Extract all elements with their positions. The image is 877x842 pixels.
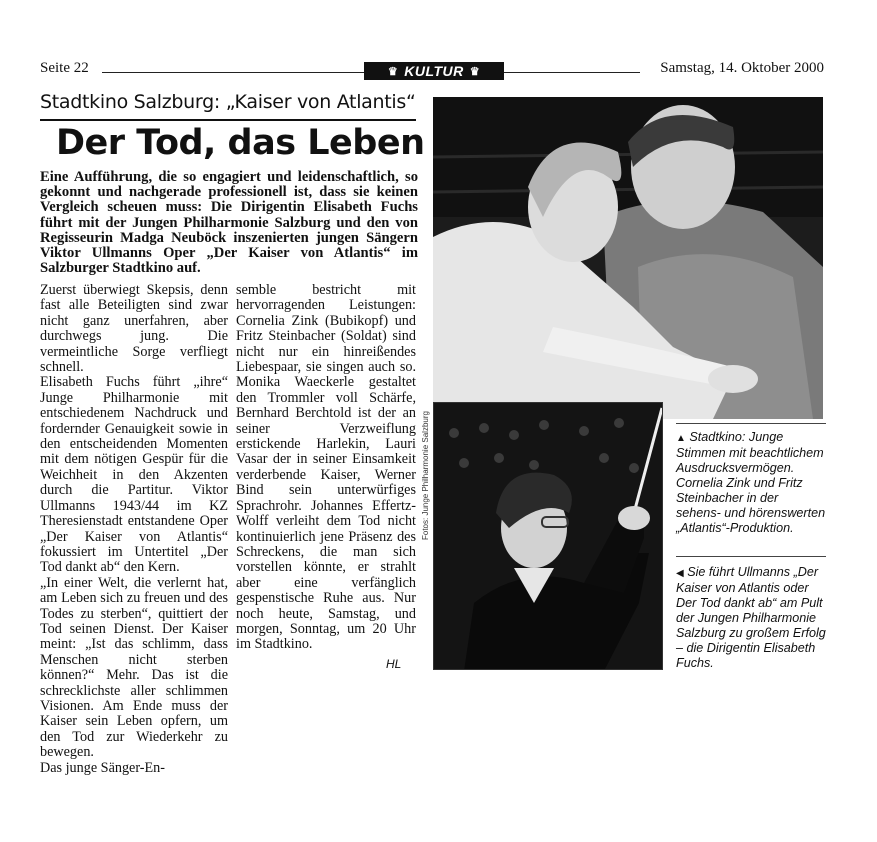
article-column-1: Zuerst überwiegt Skepsis, denn fast alle Beteiligten sind zwar nicht ganz unerfahren, aber durchwegs jung. Die vermeintliche Sorge verfliegt schnell. Elisabeth Fuchs führt „ihre“ Junge Philharmonie mit entschiedenem Nachdruck und fordernder Genauigkeit sowie in den entscheidenden Momenten mit dem nötigen Gespür für die Weichheit in den Akzenten durch die Partitur. Viktor Ullmanns 1943/44 im KZ Theresienstadt entstandene Oper „Der Kaiser von Atlantis“ fokussiert im Untertitel „Der Tod dankt ab“ den Kern. „In einer Welt, die verlernt hat, am Leben sich zu freuen und des Todes zu sterben“, quittiert der Tod seinen Dienst. Der Kaiser meint: „Ist das schlimm, dass Menschen nicht sterben können?“ Mehr. Das ist die schrecklichste aller schlimmen Visionen. Am Ende muss der Kaiser sein Leben opfern, um den Tod zur Wiederkehr zu bewegen. Das junge Sänger-En- (40, 282, 228, 776)
crown-icon: ♛ (469, 65, 481, 78)
article-kicker: Stadtkino Salzburg: „Kaiser von Atlantis“ (40, 91, 416, 113)
caption-2-text: Sie führt Ullmanns „Der Kaiser von Atlantis oder Der Tod dankt ab“ am Pult der Jungen Philharmonie Salzburg zu großem Erfolg – die Dirigentin Elisabeth Fuchs. (676, 565, 826, 670)
author-signature: HL (386, 657, 402, 671)
left-triangle-icon: ◀ (676, 568, 684, 579)
article-lead: Eine Aufführung, die so engagiert und leidenschaftlich, so gekonnt und nachgerade professionell ist, dass sie keinen Vergleich scheuen muss: Die Dirigentin Elisabeth Fuchs führt mit der Jungen Philharmonie Salzburg und den von Regisseurin Madga Neuböck inszenierten jungen Sängern Viktor Ullmanns Oper „Der Kaiser von Atlantis“ im Salzburger Stadtkino auf. (40, 169, 418, 277)
article-column-2: semble bestricht mit hervorragenden Leistungen: Cornelia Zink (Bubikopf) und Fritz Steinbacher (Soldat) sind nicht nur ein hinreißendes Liebespaar, sie singen auch so. Monika Waeckerle gestaltet den Trommler voll Schärfe, Bernhard Berchtold ist der an seiner Verzweiflung erstickende Harlekin, Lauri Vasar der in seiner Einsamkeit verderbende Kaiser, Werner Bind sein unterwürfiges Sprachrohr. Johannes Effertz-Wolff verleiht dem Tod nicht kontinuierlich jene Präsenz des Schreckens, die man sich vorstellen könnte, er strahlt aber eine verfänglich gespenstische Ruhe aus. Nur noch heute, Samstag, und morgen, Sonntag, um 20 Uhr im Stadtkino. (236, 282, 416, 653)
photo-caption-2 (676, 565, 826, 671)
page-number: Seite 22 (40, 60, 89, 76)
section-label: KULTUR (404, 63, 464, 79)
section-badge (364, 62, 504, 80)
photo-conductor (433, 402, 663, 670)
header-rule-left (102, 72, 364, 73)
crown-icon: ♛ (387, 65, 399, 78)
up-triangle-icon: ▲ (676, 433, 686, 444)
caption-1-text: Stadtkino: Junge Stimmen mit beachtlichem Ausdrucksvermögen. Cornelia Zink und Fritz Steinbacher in der sehens- und hörenswerten „Atlantis“-Produktion. (676, 430, 826, 535)
caption-rule (676, 423, 826, 424)
photo-caption-1 (676, 430, 826, 536)
article-headline: Der Tod, das Leben (56, 123, 425, 163)
header-rule-right (504, 72, 640, 73)
kicker-rule (40, 119, 416, 121)
caption-rule (676, 556, 826, 557)
photo-singers (433, 97, 823, 419)
issue-date: Samstag, 14. Oktober 2000 (660, 60, 824, 76)
photo-credit: Fotos: Junge Philharmonie Salzburg (421, 411, 430, 540)
